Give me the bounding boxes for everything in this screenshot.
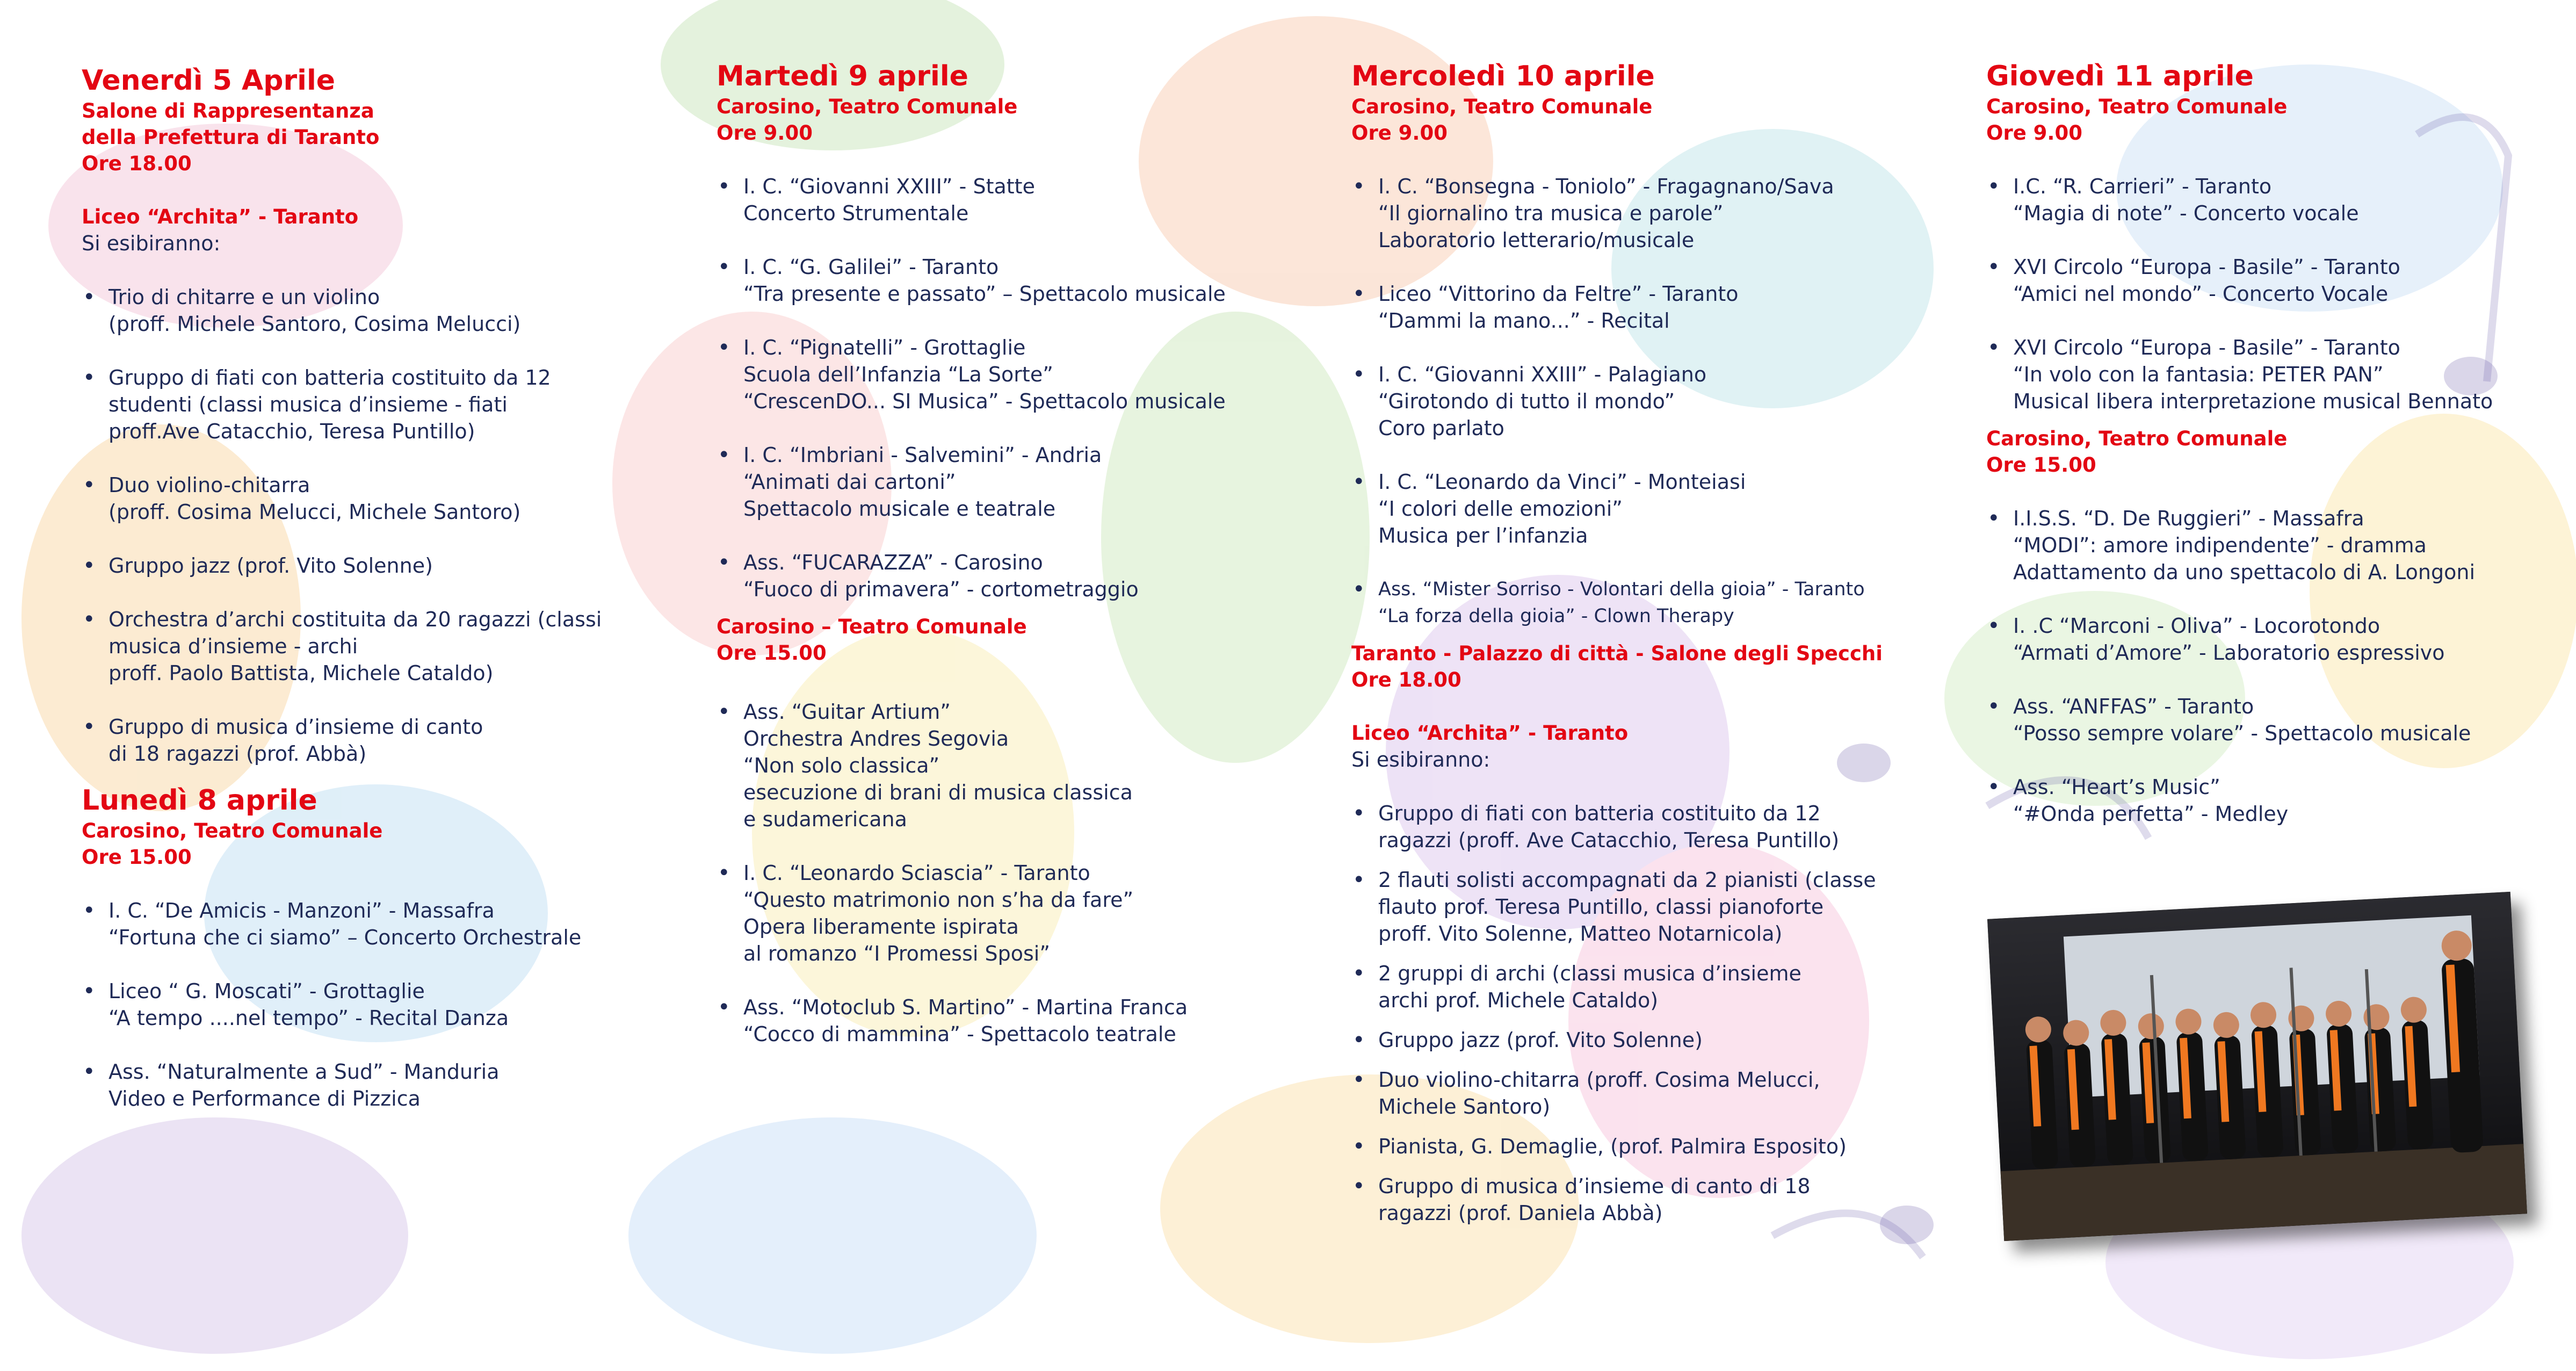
event-item: • I. C. “Imbriani - Salvemini” - Andria “Animati dai cartoni” Spettacolo musicale e teatrale [717,442,1302,522]
event-item: • XVI Circolo “Europa - Basile” - Taranto “Amici nel mondo” - Concerto Vocale [1986,254,2572,307]
event-item: • Gruppo jazz (prof. Vito Solenne) [1351,1027,1937,1053]
event-item: • Gruppo di musica d’insieme di canto di 18 ragazzi (prof. Daniela Abbà) [1351,1173,1937,1226]
event-item: • Ass. “Motoclub S. Martino” - Martina Franca “Cocco di mammina” - Spettacolo teatrale [717,994,1302,1048]
event-list [82,284,667,767]
time-label: Ore 15.00 [82,846,192,869]
event-item: • 2 gruppi di archi (classi musica d’insieme archi prof. Michele Cataldo) [1351,960,1937,1014]
event-item: • I. C. “De Amicis - Manzoni” - Massafra “Fortuna che ci siamo” – Concerto Orchestrale [82,897,667,951]
event-item: • Ass. “Mister Sorriso - Volontari della gioia” - Taranto “La forza della gioia” - Clown Therapy [1351,576,1937,630]
event-list [717,698,1302,1048]
time-label: Ore 15.00 [717,641,827,665]
day-heading: Martedì 9 aprile [717,60,968,92]
event-item: • I. C. “Bonsegna - Toniolo” - Fragagnano/Sava “Il giornalino tra musica e parole” Laboratorio letterario/musicale [1351,173,1937,254]
event-item: • I.I.S.S. “D. De Ruggieri” - Massafra “MODI”: amore indipendente” - dramma Adattamento da uno spettacolo di A. Longoni [1986,505,2572,586]
time-label: Ore 15.00 [1986,453,2096,477]
time-label: Ore 9.00 [1351,121,1448,145]
event-item: • Ass. “Naturalmente a Sud” - Manduria Video e Performance di Pizzica [82,1058,667,1112]
event-item: • Duo violino-chitarra (proff. Cosima Melucci, Michele Santoro) [1351,1066,1937,1120]
event-item: • Gruppo di musica d’insieme di canto di 18 ragazzi (prof. Abbà) [82,713,667,767]
venue-line: Salone di Rappresentanza [82,99,374,122]
paint-blob [21,1117,408,1354]
day-heading: Mercoledì 10 aprile [1351,60,1655,92]
event-item: • Liceo “Vittorino da Feltre” - Taranto “Dammi la mano...” - Recital [1351,280,1937,334]
event-item: • I. C. “Giovanni XXIII” - Palagiano “Girotondo di tutto il mondo” Coro parlato [1351,361,1937,442]
event-item: • I. C. “Leonardo Sciascia” - Taranto “Questo matrimonio non s’ha da fare” Opera liberamente ispirata al romanzo “I Promessi Sposi” [717,860,1302,967]
event-item: • Gruppo di fiati con batteria costituito da 12 studenti (classi musica d’insieme - fiati proff.Ave Catacchio, Teresa Puntillo) [82,364,667,445]
venue-line: Carosino, Teatro Comunale [1986,427,2288,450]
event-item: • Gruppo di fiati con batteria costituito da 12 ragazzi (proff. Ave Catacchio, Teresa Puntillo) [1351,800,1937,854]
paint-blob [628,1117,1037,1354]
group-title: Liceo “Archita” - Taranto [82,205,359,228]
event-item: • Duo violino-chitarra (proff. Cosima Melucci, Michele Santoro) [82,472,667,525]
day-heading: Venerdì 5 Aprile [82,64,336,97]
event-list [1351,800,1937,1226]
event-list [1986,173,2572,415]
group-title: Liceo “Archita” - Taranto [1351,721,1629,745]
event-item: • I.C. “R. Carrieri” - Taranto “Magia di note” - Concerto vocale [1986,173,2572,227]
event-item: • Ass. “Guitar Artium” Orchestra Andres Segovia “Non solo classica” esecuzione di brani di musica classica e sudamericana [717,698,1302,833]
event-item: • XVI Circolo “Europa - Basile” - Taranto “In volo con la fantasia: PETER PAN” Musical libera interpretazione musical Bennato [1986,334,2572,415]
event-list [82,897,667,1112]
venue-line: Carosino, Teatro Comunale [1986,95,2288,118]
venue-line: Taranto - Palazzo di città - Salone degli Specchi [1351,642,1883,665]
event-item: • I. C. “Giovanni XXIII” - Statte Concerto Strumentale [717,173,1302,227]
event-list [717,173,1302,603]
event-item: • 2 flauti solisti accompagnati da 2 pianisti (classe flauto prof. Teresa Puntillo, classi pianoforte proff. Vito Solenne, Matteo Notarnicola) [1351,867,1937,947]
schedule-column-3 [1351,59,1937,1239]
schedule-column-4 [1986,59,2572,854]
event-item: • Pianista, G. Demaglie, (prof. Palmira Esposito) [1351,1133,1937,1160]
group-intro: Si esibiranno: [1351,748,1490,771]
group-intro: Si esibiranno: [82,232,221,255]
event-item: • I. C. “Leonardo da Vinci” - Monteiasi “I colori delle emozioni” Musica per l’infanzia [1351,468,1937,549]
event-item: • Ass. “ANFFAS” - Taranto “Posso sempre volare” - Spettacolo musicale [1986,693,2572,747]
venue-line: Carosino, Teatro Comunale [1351,95,1653,118]
event-item: • Gruppo jazz (prof. Vito Solenne) [82,552,667,579]
time-label: Ore 9.00 [1986,121,2082,145]
venue-line: della Prefettura di Taranto [82,126,380,149]
day-heading: Giovedì 11 aprile [1986,60,2254,92]
schedule-column-1 [82,63,667,1139]
venue-line: Carosino – Teatro Comunale [717,615,1027,638]
schedule-column-2 [717,59,1302,1074]
event-item: • Ass. “Heart’s Music” “#Onda perfetta” - Medley [1986,774,2572,827]
event-item: • I. C. “G. Galilei” - Taranto “Tra presente e passato” – Spettacolo musicale [717,254,1302,307]
time-label: Ore 9.00 [717,121,813,145]
venue-line: Carosino, Teatro Comunale [82,819,383,842]
event-list [1351,173,1937,630]
choir-photo-illustration [1987,892,2527,1241]
time-label: Ore 18.00 [1351,668,1461,691]
event-item: • Liceo “ G. Moscati” - Grottaglie “A tempo ....nel tempo” - Recital Danza [82,978,667,1031]
event-item: • Ass. “FUCARAZZA” - Carosino “Fuoco di primavera” - cortometraggio [717,549,1302,603]
event-list [1986,505,2572,827]
day-heading: Lunedì 8 aprile [82,784,317,817]
event-item: • Trio di chitarre e un violino (proff. Michele Santoro, Cosima Melucci) [82,284,667,337]
event-item: • I. .C “Marconi - Oliva” - Locorotondo “Armati d’Amore” - Laboratorio espressivo [1986,612,2572,666]
choir-photo [1987,892,2527,1241]
event-item: • Orchestra d’archi costituita da 20 ragazzi (classi musica d’insieme - archi proff. Paolo Battista, Michele Cataldo) [82,606,667,687]
time-label: Ore 18.00 [82,152,192,175]
event-item: • I. C. “Pignatelli” - Grottaglie Scuola dell’Infanzia “La Sorte” “CrescenDO... SI Musica” - Spettacolo musicale [717,334,1302,415]
venue-line: Carosino, Teatro Comunale [717,95,1018,118]
